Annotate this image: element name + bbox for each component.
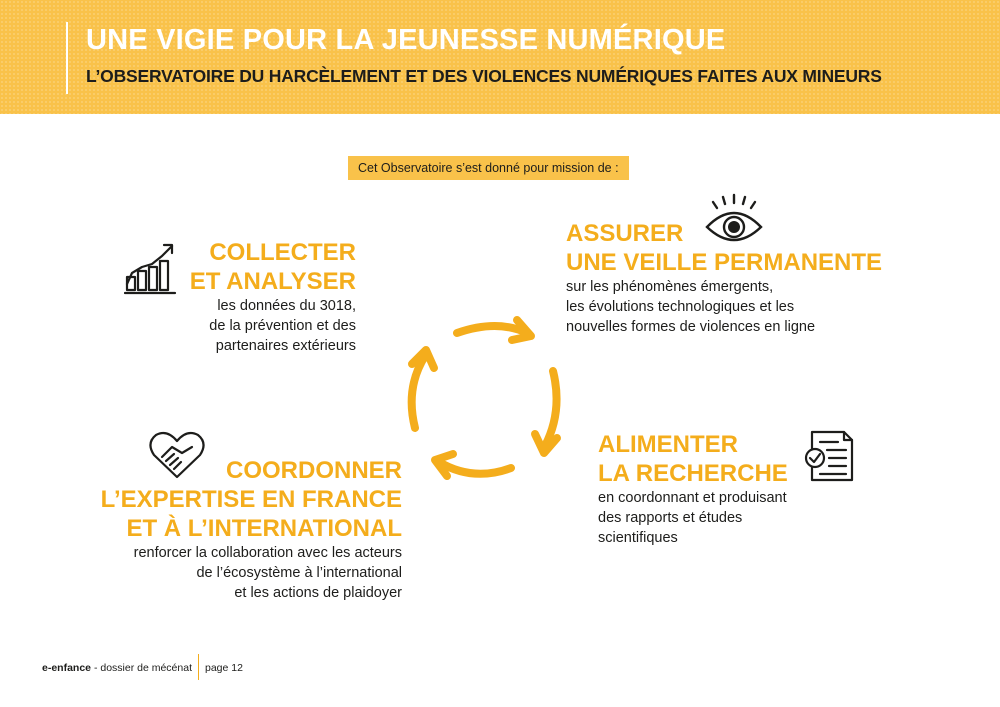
bar-chart-icon	[124, 240, 178, 296]
collect-desc-line: de la prévention et des	[209, 318, 356, 334]
block-research	[598, 430, 788, 548]
block-coordinate	[101, 456, 402, 603]
block-collect	[190, 238, 356, 356]
research-desc	[598, 488, 788, 548]
collect-desc-line: partenaires extérieurs	[215, 338, 356, 354]
header-rule	[66, 22, 68, 94]
watch-desc-line: nouvelles formes de violences en ligne	[566, 319, 816, 335]
watch-title-line: UNE VEILLE PERMANENTE	[566, 249, 883, 276]
watch-desc-line: sur les phénomènes émergents,	[566, 279, 774, 295]
watch-title	[566, 219, 882, 277]
research-title-line: ALIMENTER	[598, 431, 738, 458]
document-check-icon	[802, 430, 854, 482]
mission-label: Cet Observatoire s’est donné pour mission de :	[348, 156, 629, 180]
coordinate-desc-line: et les actions de plaidoyer	[234, 585, 402, 601]
page-subtitle: L’OBSERVATOIRE DU HARCÈLEMENT ET DES VIOLENCES NUMÉRIQUES FAITES AUX MINEURS	[86, 66, 882, 86]
coordinate-desc-line: renforcer la collaboration avec les acteurs	[133, 545, 402, 561]
cycle-arrow-bottom	[439, 462, 511, 474]
cycle-arrows	[395, 316, 575, 486]
page-footer	[42, 655, 243, 681]
page-title: UNE VIGIE POUR LA JEUNESSE NUMÉRIQUE	[86, 24, 726, 56]
footer-separator	[198, 654, 199, 680]
coordinate-title	[101, 456, 402, 543]
research-title-line: LA RECHERCHE	[598, 460, 788, 487]
footer-doc: - dossier de mécénat	[91, 661, 192, 674]
footer-brand: e-enfance	[42, 661, 92, 674]
research-desc-line: scientifiques	[598, 530, 678, 546]
research-desc-line: des rapports et études	[598, 510, 743, 526]
block-watch	[566, 219, 882, 337]
coordinate-desc-line: de l’écosystème à l’international	[196, 565, 402, 581]
watch-desc	[566, 277, 882, 337]
coordinate-title-line: COORDONNER	[225, 457, 402, 484]
cycle-arrow-top	[457, 326, 527, 333]
coordinate-title-line: L’EXPERTISE EN FRANCE	[100, 486, 402, 513]
collect-title	[190, 238, 356, 296]
coordinate-desc	[101, 543, 402, 603]
coordinate-title-line: ET À L’INTERNATIONAL	[126, 515, 402, 542]
collect-title-line: ET ANALYSER	[189, 268, 356, 295]
watch-title-line: ASSURER	[566, 220, 684, 247]
collect-desc	[190, 296, 356, 356]
research-title	[598, 430, 788, 488]
collect-desc-line: les données du 3018,	[217, 298, 356, 314]
research-desc-line: en coordonnant et produisant	[598, 490, 787, 506]
collect-title-line: COLLECTER	[209, 239, 356, 266]
footer-page: page 12	[205, 661, 243, 674]
page-header	[0, 0, 1000, 114]
watch-desc-line: les évolutions technologiques et les	[566, 299, 795, 315]
